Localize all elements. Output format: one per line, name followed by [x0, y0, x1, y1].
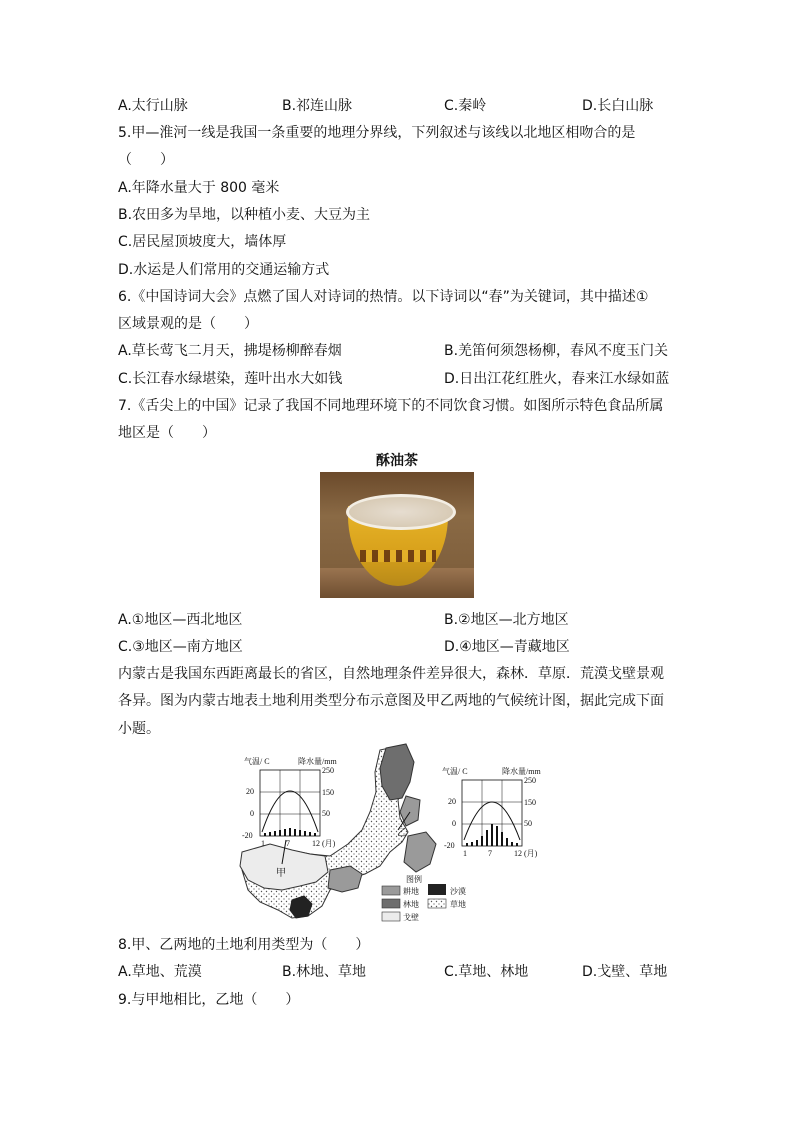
left-chart-y-0: 0: [250, 809, 254, 818]
legend-swatch-farmland: [382, 886, 400, 895]
left-chart-y-250: 250: [322, 766, 334, 775]
q8-stem: 8.甲、乙两地的土地利用类型为（ ）: [118, 937, 370, 953]
passage-line1: 内蒙古是我国东西距离最长的省区，自然地理条件差异很大，森林．草原．荒漠戈壁景观: [118, 666, 664, 682]
left-chart-x-12: 12 (月): [312, 839, 336, 848]
q4-option-b: B.祁连山脉: [282, 98, 353, 114]
right-chart-y-neg20: -20: [444, 841, 455, 850]
map-farmland-east: [404, 832, 436, 872]
passage-line2: 各异。图为内蒙古地表土地利用类型分布示意图及甲乙两地的气候统计图，据此完成下面: [118, 693, 664, 709]
legend-label-forest: 林地: [403, 900, 419, 909]
legend-swatch-forest: [382, 899, 400, 908]
q8-option-c: C.草地、林地: [444, 964, 529, 980]
q7-stem-line2: 地区是（ ）: [118, 425, 216, 441]
place-label-jia: 甲: [276, 868, 286, 879]
q7-option-c: C.③地区—南方地区: [118, 639, 243, 655]
q6-option-b: B.羌笛何须怨杨柳，春风不度玉门关: [444, 343, 669, 359]
figure-title-butter-tea: 酥油茶: [376, 453, 418, 469]
q9-stem: 9.与甲地相比，乙地（ ）: [118, 992, 300, 1008]
q6-stem-line2: 区域景观的是（ ）: [118, 316, 258, 332]
inner-mongolia-figure: [230, 740, 570, 930]
right-chart-precip-label: 降水量/mm: [502, 767, 541, 776]
q8-option-d: D.戈壁、草地: [582, 964, 668, 980]
left-chart-y-20: 20: [246, 787, 254, 796]
q7-stem-line1: 7.《舌尖上的中国》记录了我国不同地理环境下的不同饮食习惯。如图所示特色食品所属: [118, 398, 664, 414]
left-chart-y-50: 50: [322, 809, 330, 818]
left-chart-x-1: 1: [261, 839, 265, 848]
left-chart-y-neg20: -20: [242, 831, 253, 840]
left-chart-frame: [260, 770, 320, 836]
map-forest-north: [380, 744, 414, 800]
right-chart-y-20: 20: [448, 797, 456, 806]
tea-surface: [346, 494, 456, 530]
q8-option-a: A.草地、荒漠: [118, 964, 202, 980]
right-chart-y-50: 50: [524, 819, 532, 828]
right-chart-x-1: 1: [463, 849, 467, 858]
right-chart-x-12: 12 (月): [514, 849, 538, 858]
map-legend: [382, 874, 466, 922]
q5-option-d: D.水运是人们常用的交通运输方式: [118, 262, 330, 278]
q7-option-a: A.①地区—西北地区: [118, 612, 243, 628]
q5-option-b: B.农田多为旱地，以种植小麦、大豆为主: [118, 207, 371, 223]
right-chart-y-150: 150: [524, 798, 536, 807]
q7-option-b: B.②地区—北方地区: [444, 612, 569, 628]
right-chart-y-0: 0: [452, 819, 456, 828]
climate-chart-jia: [242, 756, 337, 848]
map-farmland-northeast: [400, 796, 420, 826]
passage-line3: 小题。: [118, 721, 160, 737]
legend-swatch-grassland: [428, 899, 446, 908]
left-chart-y-150: 150: [322, 788, 334, 797]
climate-chart-yi: [442, 766, 541, 858]
legend-swatch-desert: [428, 884, 446, 895]
left-chart-precip-label: 降水量/mm: [298, 757, 337, 766]
q5-stem: 5.甲—淮河一线是我国一条重要的地理分界线，下列叙述与该线以北地区相吻合的是: [118, 125, 636, 141]
legend-swatch-gobi: [382, 912, 400, 921]
right-chart-y-250: 250: [524, 776, 536, 785]
bowl-pattern: [360, 550, 436, 562]
right-chart-temp-label: 气温/ C: [442, 767, 468, 776]
place-label-yi: 乙: [397, 828, 407, 839]
q4-option-d: D.长白山脉: [582, 98, 654, 114]
q8-option-b: B.林地、草地: [282, 964, 367, 980]
q6-option-d: D.日出江花红胜火，春来江水绿如蓝: [444, 371, 670, 387]
legend-title: 图例: [406, 875, 422, 884]
legend-label-desert: 沙漠: [450, 887, 466, 896]
q6-option-c: C.长江春水绿堪染，莲叶出水大如钱: [118, 371, 343, 387]
left-chart-x-7: 7: [286, 839, 290, 848]
q7-option-d: D.④地区—青藏地区: [444, 639, 570, 655]
legend-label-farmland: 耕地: [403, 887, 419, 896]
right-chart-x-7: 7: [488, 849, 492, 858]
legend-label-gobi: 戈壁: [403, 913, 419, 922]
q4-option-a: A.太行山脉: [118, 98, 188, 114]
q5-option-c: C.居民屋顶坡度大，墙体厚: [118, 234, 287, 250]
left-chart-temp-label: 气温/ C: [244, 757, 270, 766]
q6-option-a: A.草长莺飞二月天，拂堤杨柳醉春烟: [118, 343, 342, 359]
q4-option-c: C.秦岭: [444, 98, 487, 114]
q6-stem-line1: 6.《中国诗词大会》点燃了国人对诗词的热情。以下诗词以“春”为关键词，其中描述①: [118, 289, 649, 305]
legend-label-grassland: 草地: [450, 900, 466, 909]
butter-tea-photo: [320, 472, 474, 598]
q5-option-a: A.年降水量大于 800 毫米: [118, 180, 280, 196]
q5-blank: （ ）: [118, 152, 174, 168]
